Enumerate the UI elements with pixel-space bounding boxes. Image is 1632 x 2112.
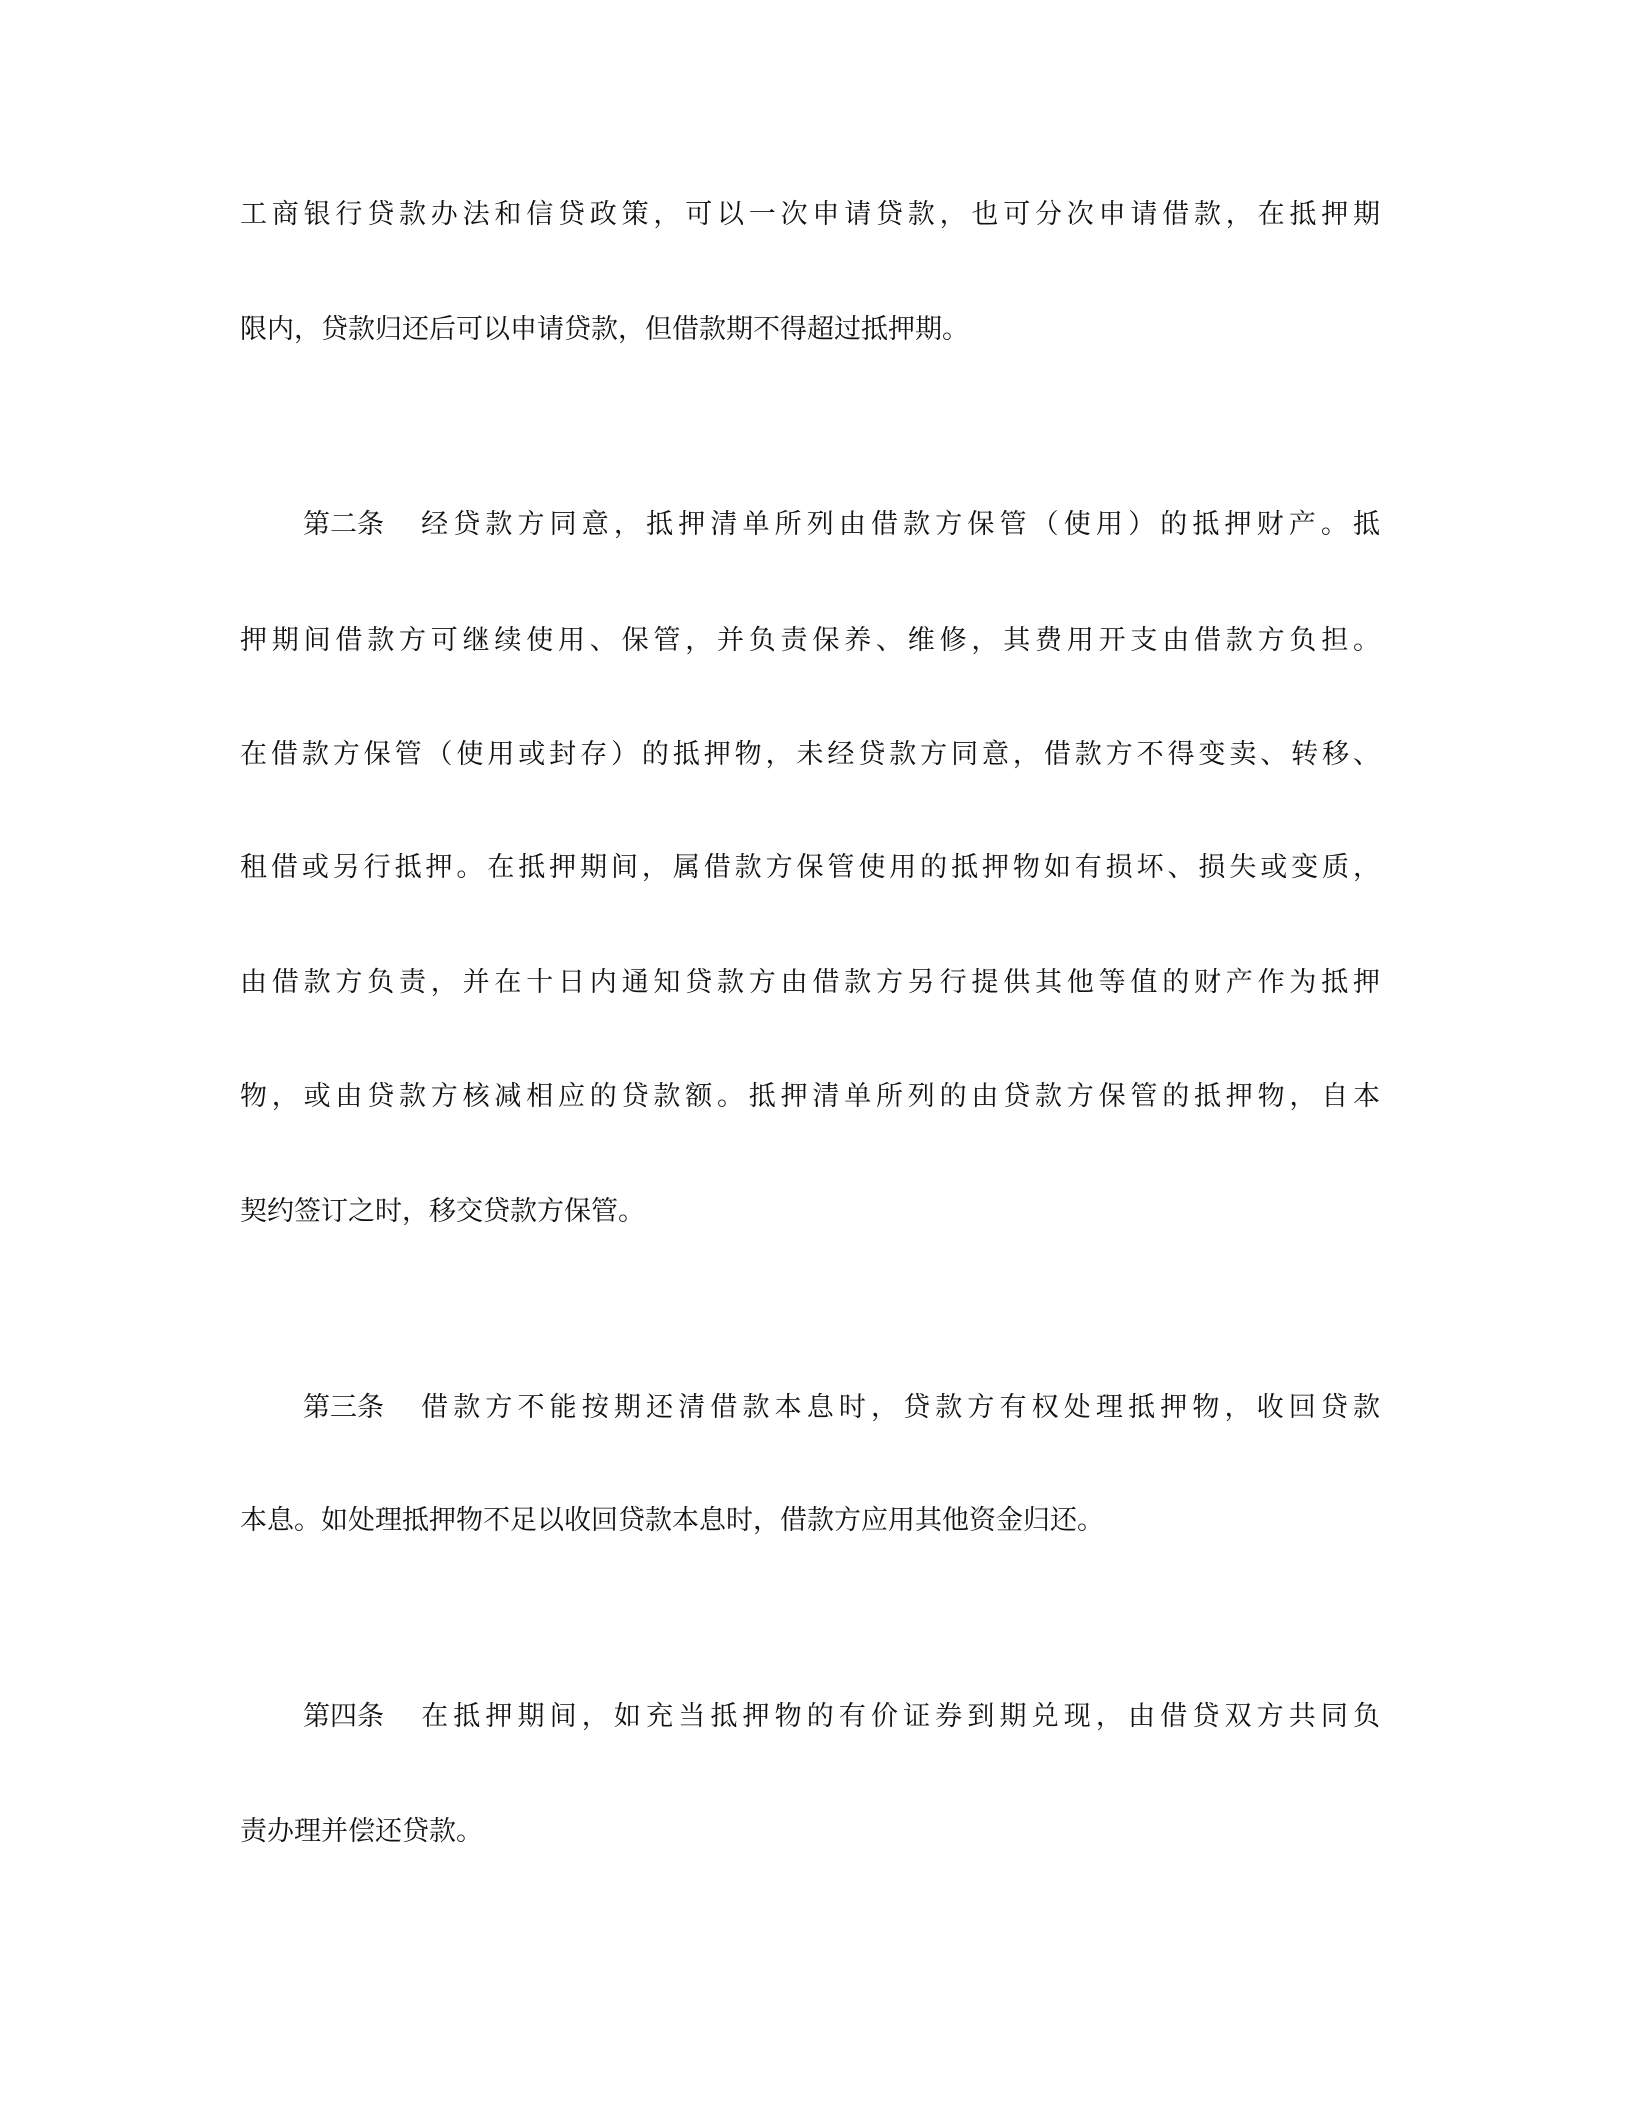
article-text: 在抵押期间，如充当抵押物的有价证券到期兑现，由借贷双方共同负 (416, 1701, 1380, 1732)
paragraph-line: 由借款方负责，并在十日内通知贷款方由借款方另行提供其他等值的财产作为抵押 (240, 967, 1380, 998)
article-number: 第二条 (303, 509, 384, 540)
paragraph-line: 押期间借款方可继续使用、保管，并负责保养、维修，其费用开支由借款方负担。 (240, 625, 1380, 656)
article-number: 第四条 (303, 1701, 384, 1732)
article-number: 第三条 (303, 1392, 384, 1423)
article-text: 经贷款方同意，抵押清单所列由借款方保管（使用）的抵押财产。抵 (416, 509, 1380, 540)
article-3-first-line (303, 1388, 1380, 1428)
paragraph-line: 责办理并偿还贷款。 (240, 1816, 483, 1847)
paragraph-line: 契约签订之时，移交贷款方保管。 (240, 1196, 645, 1227)
paragraph-line: 限内，贷款归还后可以申请贷款，但借款期不得超过抵押期。 (240, 314, 969, 345)
paragraph-line: 本息。如处理抵押物不足以收回贷款本息时，借款方应用其他资金归还。 (240, 1505, 1104, 1536)
article-2-first-line (303, 505, 1380, 545)
article-text: 借款方不能按期还清借款本息时，贷款方有权处理抵押物，收回贷款 (416, 1392, 1380, 1423)
article-4-first-line (303, 1697, 1380, 1737)
paragraph-line: 工商银行贷款办法和信贷政策，可以一次申请贷款，也可分次申请借款，在抵押期 (240, 199, 1380, 230)
paragraph-line: 租借或另行抵押。在抵押期间，属借款方保管使用的抵押物如有损坏、损失或变质， (240, 852, 1380, 883)
paragraph-line: 在借款方保管（使用或封存）的抵押物，未经贷款方同意，借款方不得变卖、转移、 (240, 739, 1380, 770)
paragraph-line: 物，或由贷款方核减相应的贷款额。抵押清单所列的由贷款方保管的抵押物，自本 (240, 1081, 1380, 1112)
